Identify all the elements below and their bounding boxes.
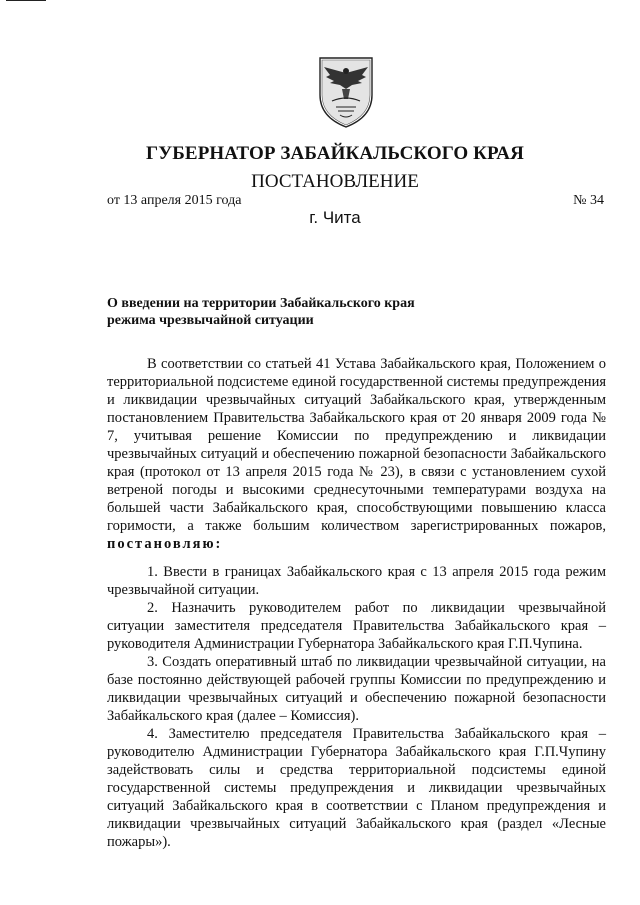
resolve-word: постановляю: <box>107 536 223 552</box>
document-date: от 13 апреля 2015 года <box>107 193 242 208</box>
item-paragraph: 3. Создать оперативный штаб по ликвидации чрезвычайной ситуации, на базе постоянно действующей рабочей группы Комиссии по предупреждению и ликвидации чрезвычайных ситуаций и обеспечению пожарной безопасности Забайкальского края (далее – Комиссия). <box>107 654 606 724</box>
item-paragraph: 1. Ввести в границах Забайкальского края с 13 апреля 2015 года режим чрезвычайной ситуации. <box>107 564 606 598</box>
subject-line: режима чрезвычайной ситуации <box>107 313 314 328</box>
item-paragraph: 4. Заместителю председателя Правительства Забайкальского края – руководителю Администрации Губернатора Забайкальского края Г.П.Чупину задействовать силы и средства территориальной подсистемы единой государственной системы предупреждения и ликвидации чрезвычайных ситуаций Забайкальского края в соответствии с Планом предупреждения и ликвидации чрезвычайных ситуаций Забайкальского края (раздел «Лесные пожары»). <box>107 726 606 850</box>
preamble-text: В соответствии со статьей 41 Устава Забайкальского края, Положением о территориальной подсистеме единой государственной системы предупреждения и ликвидации чрезвычайных ситуаций Забайкальского края, утвержденным постановлением Правительства Забайкальского края от 20 января 2009 года № 7, учитывая решение Комиссии по предупреждению и ликвидации чрезвычайных ситуаций и обеспечению пожарной безопасности Забайкальского края (протокол от 13 апреля 2015 года № 23), в связи с установлением сухой ветреной погоды и высокими среднесуточными температурами воздуха на большей части Забайкальского края, способствующими повышению класса горимости, а также большим количеством зарегистрированных пожаров, <box>107 356 606 534</box>
document-city: г. Чита <box>309 208 361 227</box>
scan-edge-mark <box>6 0 46 1</box>
coat-of-arms-emblem <box>316 55 376 129</box>
document-body <box>107 355 606 851</box>
item-paragraph: 2. Назначить руководителем работ по ликвидации чрезвычайной ситуации заместителя председателя Правительства Забайкальского края – руководителя Администрации Губернатора Забайкальского края Г.П.Чупина. <box>107 600 606 652</box>
document-subject <box>107 295 415 329</box>
issuer-title: ГУБЕРНАТОР ЗАБАЙКАЛЬСКОГО КРАЯ <box>146 143 524 164</box>
document-type: ПОСТАНОВЛЕНИЕ <box>251 171 419 192</box>
document-number: № 34 <box>573 193 604 208</box>
subject-line: О введении на территории Забайкальского края <box>107 296 415 311</box>
preamble-paragraph <box>107 355 606 553</box>
